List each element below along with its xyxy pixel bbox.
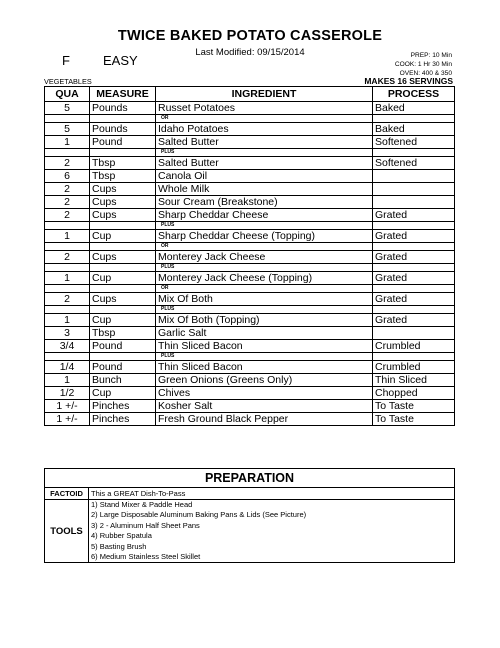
tool-item: 3) 2 - Aluminum Half Sheet Pans [91, 520, 200, 530]
process-cell: To Taste [373, 413, 455, 426]
ingredient-row [45, 361, 455, 374]
separator-row [45, 353, 455, 361]
process-cell: Grated [373, 251, 455, 264]
separator-row [45, 149, 455, 157]
separator-cell [45, 115, 90, 123]
qty-cell: 1 [45, 272, 90, 285]
ingredient-row [45, 230, 455, 243]
qty-cell: 3/4 [45, 340, 90, 353]
ingredients-table [44, 86, 455, 426]
measure-cell: Cups [90, 196, 156, 209]
ingredient-cell: Salted Butter [156, 136, 373, 149]
process-cell [373, 183, 455, 196]
process-cell: Grated [373, 230, 455, 243]
measure-cell: Pounds [90, 123, 156, 136]
process-cell: Grated [373, 314, 455, 327]
tool-item: 6) Medium Stainless Steel Skillet [91, 551, 201, 561]
measure-cell: Cup [90, 387, 156, 400]
separator-word: PLUS [156, 149, 373, 157]
ingredient-cell: Idaho Potatoes [156, 123, 373, 136]
ingredients-body [45, 102, 455, 426]
col-header-ingredient: INGREDIENT [156, 87, 373, 102]
qty-cell: 1 [45, 314, 90, 327]
qty-cell: 3 [45, 327, 90, 340]
measure-cell: Cup [90, 230, 156, 243]
separator-cell [373, 243, 455, 251]
separator-row [45, 264, 455, 272]
separator-cell [90, 306, 156, 314]
separator-word: PLUS [156, 222, 373, 230]
measure-cell: Pound [90, 136, 156, 149]
measure-cell: Pinches [90, 400, 156, 413]
qty-cell: 2 [45, 251, 90, 264]
measure-cell: Tbsp [90, 327, 156, 340]
qty-cell: 1 +/- [45, 400, 90, 413]
preparation-table [44, 468, 455, 563]
qty-cell: 1/2 [45, 387, 90, 400]
separator-cell [45, 243, 90, 251]
qty-cell: 2 [45, 157, 90, 170]
qty-cell: 2 [45, 196, 90, 209]
separator-word: OR [156, 285, 373, 293]
separator-cell [90, 264, 156, 272]
ingredient-row [45, 209, 455, 222]
separator-word: OR [156, 243, 373, 251]
table-header-row [45, 87, 455, 102]
time-info [395, 51, 452, 78]
separator-row [45, 115, 455, 123]
separator-cell [373, 115, 455, 123]
separator-row [45, 285, 455, 293]
ingredient-cell: Sharp Cheddar Cheese [156, 209, 373, 222]
measure-cell: Cups [90, 251, 156, 264]
qty-cell: 1 [45, 230, 90, 243]
ingredient-row [45, 400, 455, 413]
measure-cell: Pounds [90, 102, 156, 115]
tool-item: 5) Basting Brush [91, 541, 147, 551]
measure-cell: Tbsp [90, 157, 156, 170]
cook-time: COOK: 1 Hr 30 Min [394, 61, 452, 68]
ingredient-cell: Whole Milk [156, 183, 373, 196]
process-cell: Crumbled [373, 340, 455, 353]
measure-cell: Cups [90, 183, 156, 196]
qty-cell: 2 [45, 183, 90, 196]
separator-word: PLUS [156, 264, 373, 272]
ingredient-row [45, 387, 455, 400]
separator-cell [45, 264, 90, 272]
separator-row [45, 306, 455, 314]
qty-cell: 5 [45, 102, 90, 115]
category-label: VEGETABLES [44, 77, 92, 86]
recipe-title: TWICE BAKED POTATO CASSEROLE [117, 28, 383, 44]
process-cell: Baked [373, 123, 455, 136]
ingredient-row [45, 327, 455, 340]
tool-item: 2) Large Disposable Aluminum Baking Pans & Lids (See Picture) [91, 510, 307, 520]
oven-temp: OVEN: 400 & 350 [399, 70, 452, 77]
measure-cell: Cups [90, 209, 156, 222]
ingredient-cell: Canola Oil [156, 170, 373, 183]
ingredient-row [45, 413, 455, 426]
separator-row [45, 222, 455, 230]
separator-cell [90, 243, 156, 251]
ingredient-cell: Fresh Ground Black Pepper [156, 413, 373, 426]
measure-cell: Pound [90, 361, 156, 374]
ingredient-cell: Mix Of Both (Topping) [156, 314, 373, 327]
qty-cell: 2 [45, 293, 90, 306]
tools-label: TOOLS [45, 500, 89, 563]
factoid-text: This a GREAT Dish-To-Pass [89, 488, 455, 500]
tag-letter: F [62, 53, 70, 68]
ingredient-cell: Mix Of Both [156, 293, 373, 306]
ingredient-cell: Thin Sliced Bacon [156, 340, 373, 353]
difficulty-label: EASY [103, 53, 138, 68]
ingredient-row [45, 374, 455, 387]
ingredient-row [45, 293, 455, 306]
ingredient-cell: Monterey Jack Cheese (Topping) [156, 272, 373, 285]
measure-cell: Cups [90, 293, 156, 306]
ingredient-row [45, 170, 455, 183]
factoid-label: FACTOID [45, 488, 89, 500]
col-header-measure: MEASURE [90, 87, 156, 102]
measure-cell: Pinches [90, 413, 156, 426]
process-cell [373, 327, 455, 340]
separator-cell [90, 222, 156, 230]
separator-row [45, 243, 455, 251]
col-header-process: PROCESS [373, 87, 455, 102]
separator-cell [90, 353, 156, 361]
separator-cell [373, 285, 455, 293]
ingredient-cell: Salted Butter [156, 157, 373, 170]
separator-word: PLUS [156, 306, 373, 314]
separator-cell [373, 149, 455, 157]
qty-cell: 2 [45, 209, 90, 222]
measure-cell: Tbsp [90, 170, 156, 183]
separator-cell [373, 222, 455, 230]
process-cell [373, 170, 455, 183]
ingredient-row [45, 251, 455, 264]
tool-item: 1) Stand Mixer & Paddle Head [91, 500, 193, 509]
ingredient-cell: Russet Potatoes [156, 102, 373, 115]
tools-list [89, 500, 455, 563]
measure-cell: Pound [90, 340, 156, 353]
ingredient-cell: Kosher Salt [156, 400, 373, 413]
measure-cell: Cup [90, 314, 156, 327]
qty-cell: 6 [45, 170, 90, 183]
ingredient-row [45, 183, 455, 196]
ingredient-cell: Monterey Jack Cheese [156, 251, 373, 264]
ingredient-row [45, 340, 455, 353]
qty-cell: 1 [45, 136, 90, 149]
ingredient-cell: Green Onions (Greens Only) [156, 374, 373, 387]
process-cell: Grated [373, 272, 455, 285]
process-cell: Thin Sliced [373, 374, 455, 387]
measure-cell: Cup [90, 272, 156, 285]
process-cell: Chopped [373, 387, 455, 400]
ingredient-row [45, 123, 455, 136]
process-cell: Softened [373, 136, 455, 149]
tool-item: 4) Rubber Spatula [91, 531, 152, 541]
prep-time: PREP: 10 Min [410, 52, 452, 59]
separator-word: PLUS [156, 353, 373, 361]
qty-cell: 1 [45, 374, 90, 387]
ingredient-row [45, 272, 455, 285]
ingredient-cell: Garlic Salt [156, 327, 373, 340]
process-cell: To Taste [373, 400, 455, 413]
qty-cell: 5 [45, 123, 90, 136]
ingredient-row [45, 136, 455, 149]
col-header-qty: QUA [45, 87, 90, 102]
separator-word: OR [156, 115, 373, 123]
separator-cell [373, 306, 455, 314]
ingredient-cell: Sharp Cheddar Cheese (Topping) [156, 230, 373, 243]
process-cell [373, 196, 455, 209]
process-cell: Baked [373, 102, 455, 115]
separator-cell [45, 285, 90, 293]
separator-cell [45, 353, 90, 361]
qty-cell: 1/4 [45, 361, 90, 374]
ingredient-cell: Sour Cream (Breakstone) [156, 196, 373, 209]
qty-cell: 1 +/- [45, 413, 90, 426]
process-cell: Grated [373, 293, 455, 306]
last-modified: Last Modified: 09/15/2014 [195, 47, 305, 58]
ingredient-row [45, 102, 455, 115]
separator-cell [373, 264, 455, 272]
ingredient-cell: Chives [156, 387, 373, 400]
process-cell: Softened [373, 157, 455, 170]
separator-cell [90, 285, 156, 293]
ingredient-row [45, 196, 455, 209]
separator-cell [45, 306, 90, 314]
process-cell: Crumbled [373, 361, 455, 374]
ingredient-cell: Thin Sliced Bacon [156, 361, 373, 374]
process-cell: Grated [373, 209, 455, 222]
servings-label: MAKES 16 SERVINGS [364, 76, 453, 86]
separator-cell [90, 115, 156, 123]
preparation-heading: PREPARATION [45, 469, 455, 488]
measure-cell: Bunch [90, 374, 156, 387]
ingredient-row [45, 157, 455, 170]
separator-cell [45, 149, 90, 157]
ingredient-row [45, 314, 455, 327]
separator-cell [373, 353, 455, 361]
separator-cell [90, 149, 156, 157]
separator-cell [45, 222, 90, 230]
